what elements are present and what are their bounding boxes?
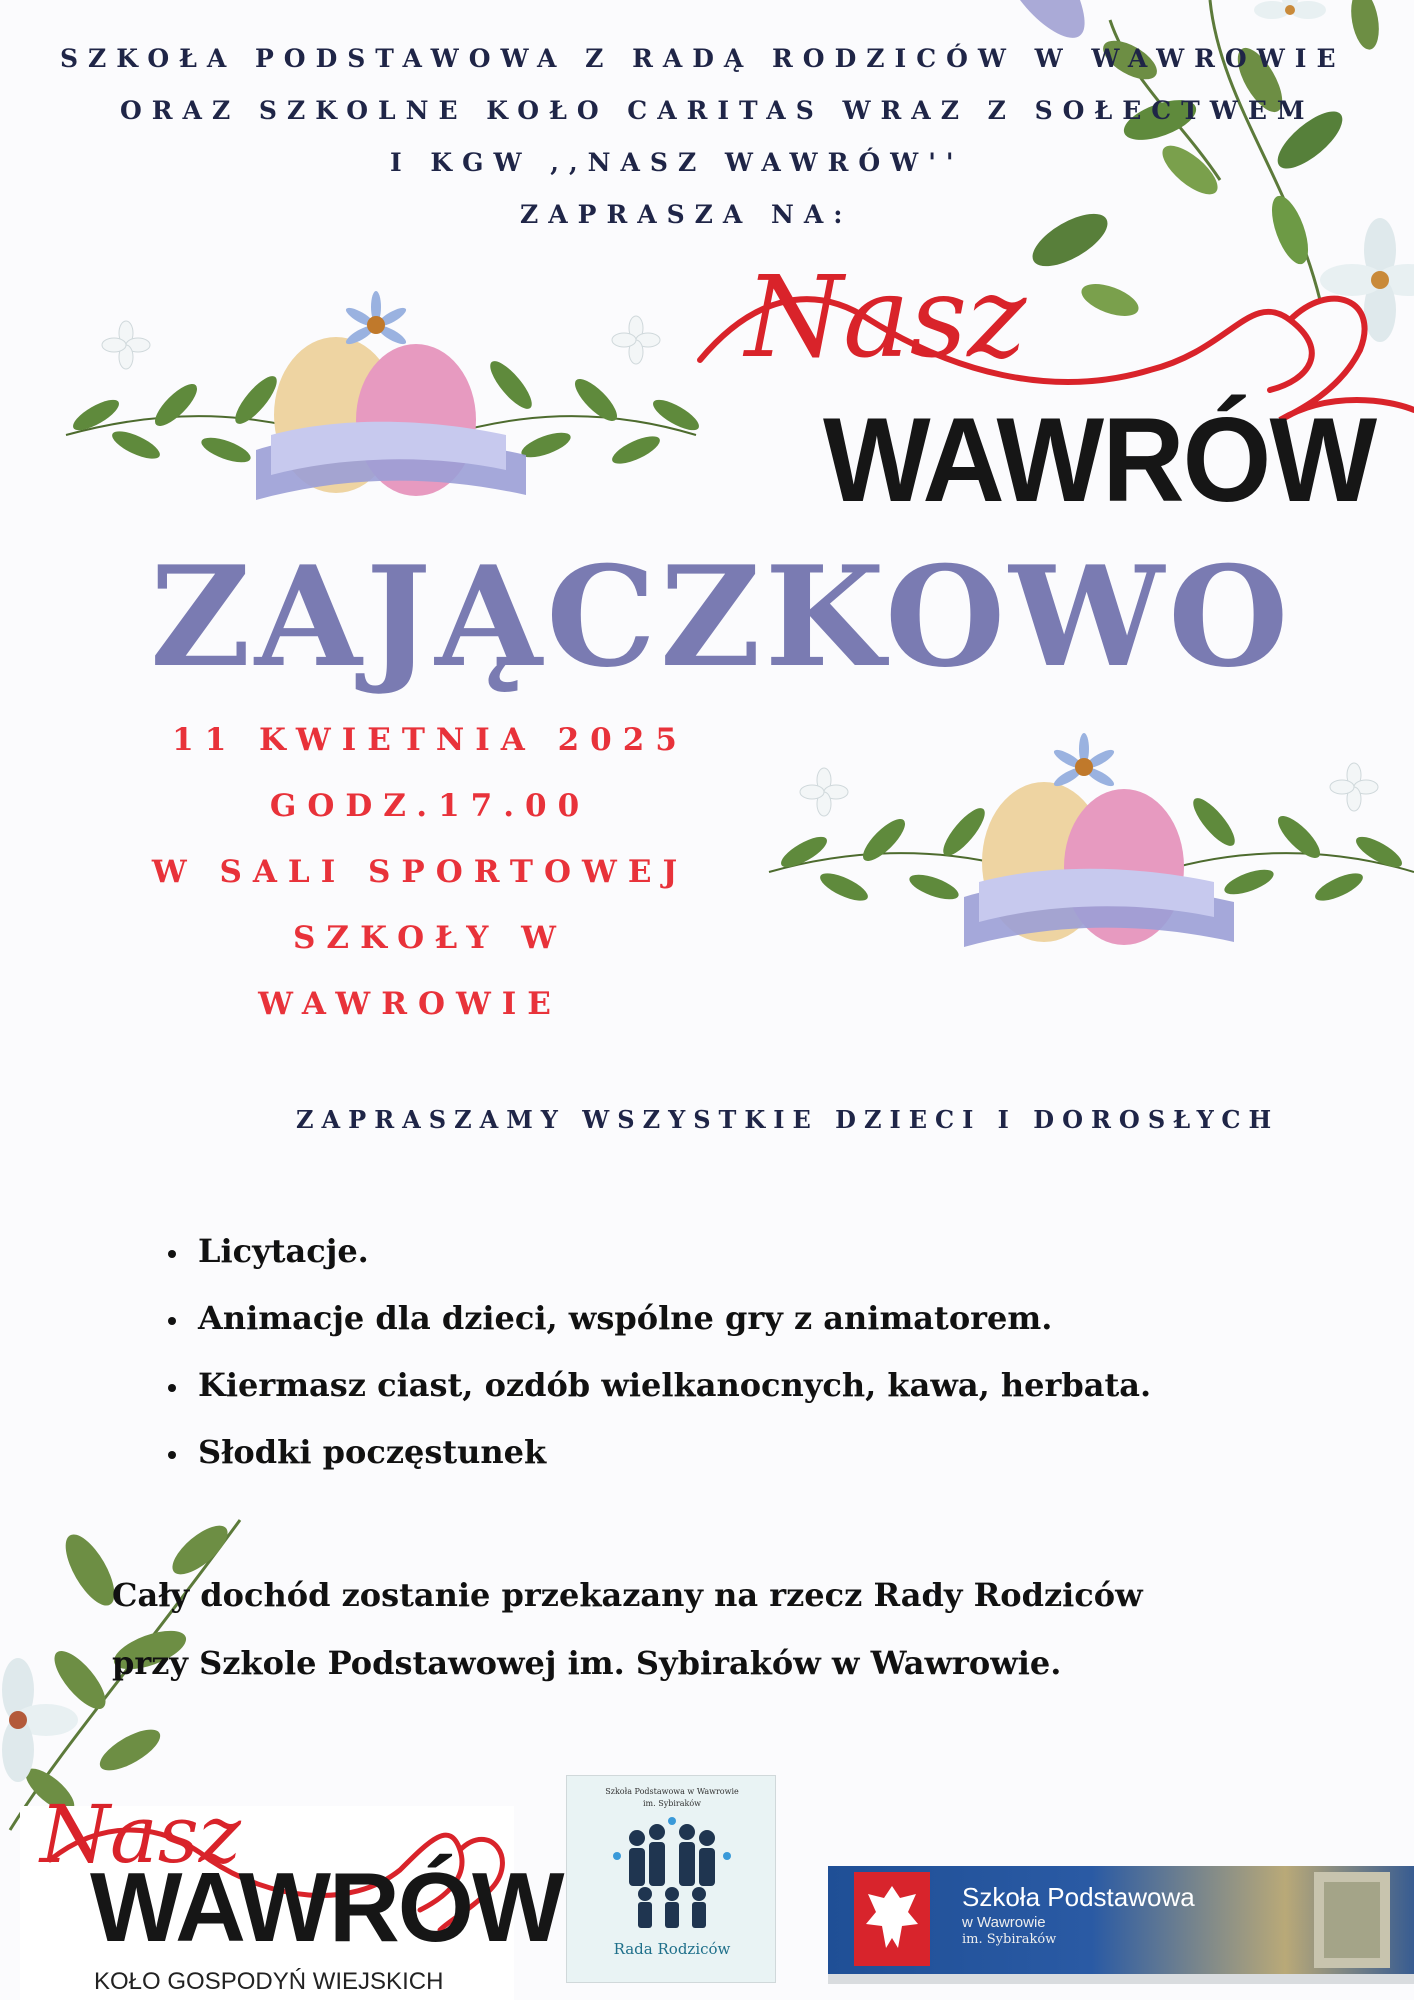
rada-rodzicow-logo [566, 1775, 776, 1983]
rada-logo-title-line-1: Szkoła Podstawowa w Wawrowie [605, 1787, 739, 1796]
rada-logo-label: Rada Rodziców [613, 1940, 731, 1958]
logo-bottom-wordmark: WAWRÓW [90, 1852, 563, 1962]
rada-logo-school-name [575, 1786, 769, 1810]
school-banner [828, 1866, 1414, 1984]
list-item: Słodki poczęstunek [160, 1433, 1151, 1500]
school-flag-icon [1314, 1872, 1390, 1968]
rada-logo-title-line-2: im. Sybiraków [642, 1799, 701, 1808]
school-banner-name: Szkoła Podstawowa [962, 1882, 1195, 1912]
school-banner-subtitle-2: im. Sybiraków [962, 1932, 1057, 1947]
activities-list [160, 1232, 1151, 1500]
event-date: 11 KWIETNIA 2025 [172, 722, 688, 758]
proceeds-line-1: Cały dochód zostanie przekazany na rzecz Rady Rodziców [112, 1576, 1143, 1614]
polish-eagle-emblem-icon [854, 1872, 930, 1966]
logo-bottom-subtitle: KOŁO GOSPODYŃ WIEJSKICH [94, 1968, 444, 1995]
school-banner-subtitle-1: w Wawrowie [962, 1914, 1046, 1931]
logo-bottom-script-text: Nasz [40, 1788, 241, 1881]
easter-eggs-illustration-left [56, 285, 716, 525]
header-line-1: SZKOŁA PODSTAWOWA Z RADĄ RODZICÓW W WAWROWIE [60, 44, 1346, 73]
event-place-line-3: WAWROWIE [258, 986, 562, 1022]
header-line-2: ORAZ SZKOLNE KOŁO CARITAS WRAZ Z SOŁECTWEM [120, 96, 1315, 125]
list-item: Kiermasz ciast, ozdób wielkanocnych, kawa, herbata. [160, 1366, 1151, 1433]
list-item: Licytacje. [160, 1232, 1151, 1299]
header-line-3: I KGW ,,NASZ WAWRÓW'' [390, 148, 964, 177]
proceeds-line-2: przy Szkole Podstawowej im. Sybiraków w Wawrowie. [112, 1644, 1062, 1682]
header-line-4: ZAPRASZA NA: [520, 200, 853, 229]
invitation-text: ZAPRASZAMY WSZYSTKIE DZIECI I DOROSŁYCH [296, 1105, 1280, 1134]
families-icon [607, 1816, 737, 1931]
event-place-line-2: SZKOŁY W [293, 920, 567, 956]
event-place-line-1: W SALI SPORTOWEJ [151, 854, 689, 890]
school-banner-stripe [828, 1974, 1414, 1984]
list-item: Animacje dla dzieci, wspólne gry z animatorem. [160, 1299, 1151, 1366]
event-title: ZAJĄCZKOWO [150, 535, 1293, 698]
event-time: GODZ.17.00 [269, 788, 591, 824]
logo-top-script-text: Nasz [745, 253, 1027, 383]
logo-top-wordmark: WAWRÓW [823, 393, 1376, 527]
easter-eggs-illustration-right [764, 722, 1414, 972]
